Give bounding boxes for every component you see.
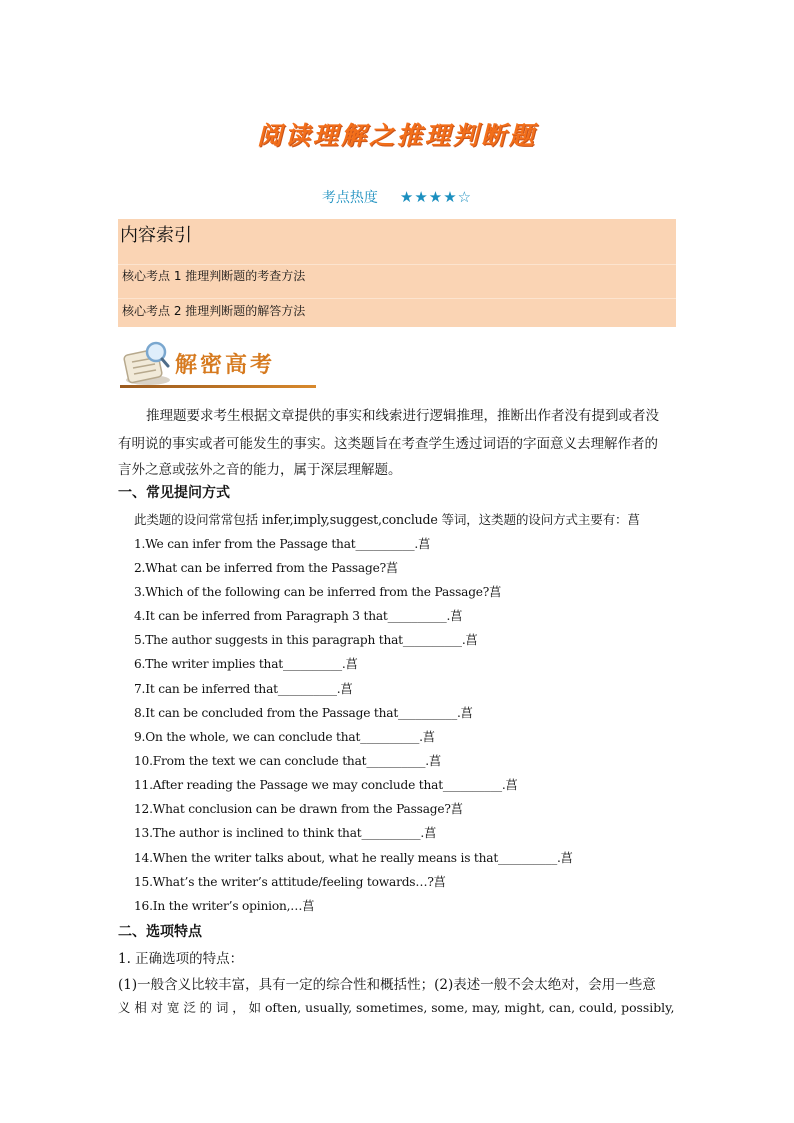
content-index-heading: 内容索引: [120, 225, 192, 246]
section2-line-2: 义 相 对 宽 泛 的 词 ， 如 often, usually, sometimes, some, may, might, can, could, possibly,: [118, 1000, 675, 1015]
page-title: 阅读理解之推理判断题: [256, 121, 537, 150]
divider: [118, 298, 676, 299]
question-item: 10.From the text we can conclude that__________.菖: [134, 754, 441, 768]
index-item-1[interactable]: 核心考点 1 推理判断题的考查方法: [122, 269, 306, 283]
question-item: 6.The writer implies that__________.菖: [134, 657, 358, 671]
index-item-2[interactable]: 核心考点 2 推理判断题的解答方法: [122, 304, 306, 318]
question-item: 11.After reading the Passage we may conclude that__________.菖: [134, 778, 518, 792]
heat-label: 考点热度: [321, 190, 378, 206]
section2-line-1: (1)一般含义比较丰富，具有一定的综合性和概括性；(2)表述一般不会太绝对，会用一些意: [118, 977, 656, 993]
divider: [118, 264, 676, 265]
intro-line-1: 推理题要求考生根据文章提供的事实和线索进行逻辑推理，推断出作者没有提到或者没: [146, 408, 659, 424]
question-item: 16.In the writer’s opinion,…菖: [134, 899, 315, 913]
question-item: 13.The author is inclined to think that__________.菖: [134, 826, 437, 840]
section-heading-1: 一、常见提问方式: [118, 485, 230, 501]
banner-title: 解密高考: [175, 353, 276, 378]
question-item: 2.What can be inferred from the Passage?菖: [134, 561, 398, 575]
question-item: 15.What’s the writer’s attitude/feeling towards…?菖: [134, 875, 446, 889]
question-item: 5.The author suggests in this paragraph that__________.菖: [134, 633, 478, 647]
question-item: 4.It can be inferred from Paragraph 3 that__________.菖: [134, 609, 463, 623]
question-item: 7.It can be inferred that__________.菖: [134, 682, 353, 696]
intro-line-3: 言外之意或弦外之音的能力，属于深层理解题。: [118, 462, 402, 478]
star-rating-icon: ★★★★☆: [399, 188, 473, 206]
question-item: 12.What conclusion can be drawn from the Passage?菖: [134, 802, 463, 816]
heat-rating: [0, 187, 794, 207]
banner-underline: [120, 385, 316, 388]
question-item: 14.When the writer talks about, what he really means is that__________.菖: [134, 851, 573, 865]
question-item: 3.Which of the following can be inferred from the Passage?菖: [134, 585, 502, 599]
section2-subheading: 1. 正确选项的特点：: [118, 951, 244, 967]
question-item: 8.It can be concluded from the Passage that__________.菖: [134, 706, 473, 720]
section1-lead: 此类题的设问常常包括 infer,imply,suggest,conclude 等词，这类题的设问方式主要有：菖: [134, 512, 640, 527]
intro-line-2: 有明说的事实或者可能发生的事实。这类题旨在考查学生透过词语的字面意义去理解作者的: [118, 436, 658, 452]
question-item: 1.We can infer from the Passage that__________.菖: [134, 537, 431, 551]
section-heading-2: 二、选项特点: [118, 924, 202, 940]
question-item: 9.On the whole, we can conclude that__________.菖: [134, 730, 435, 744]
